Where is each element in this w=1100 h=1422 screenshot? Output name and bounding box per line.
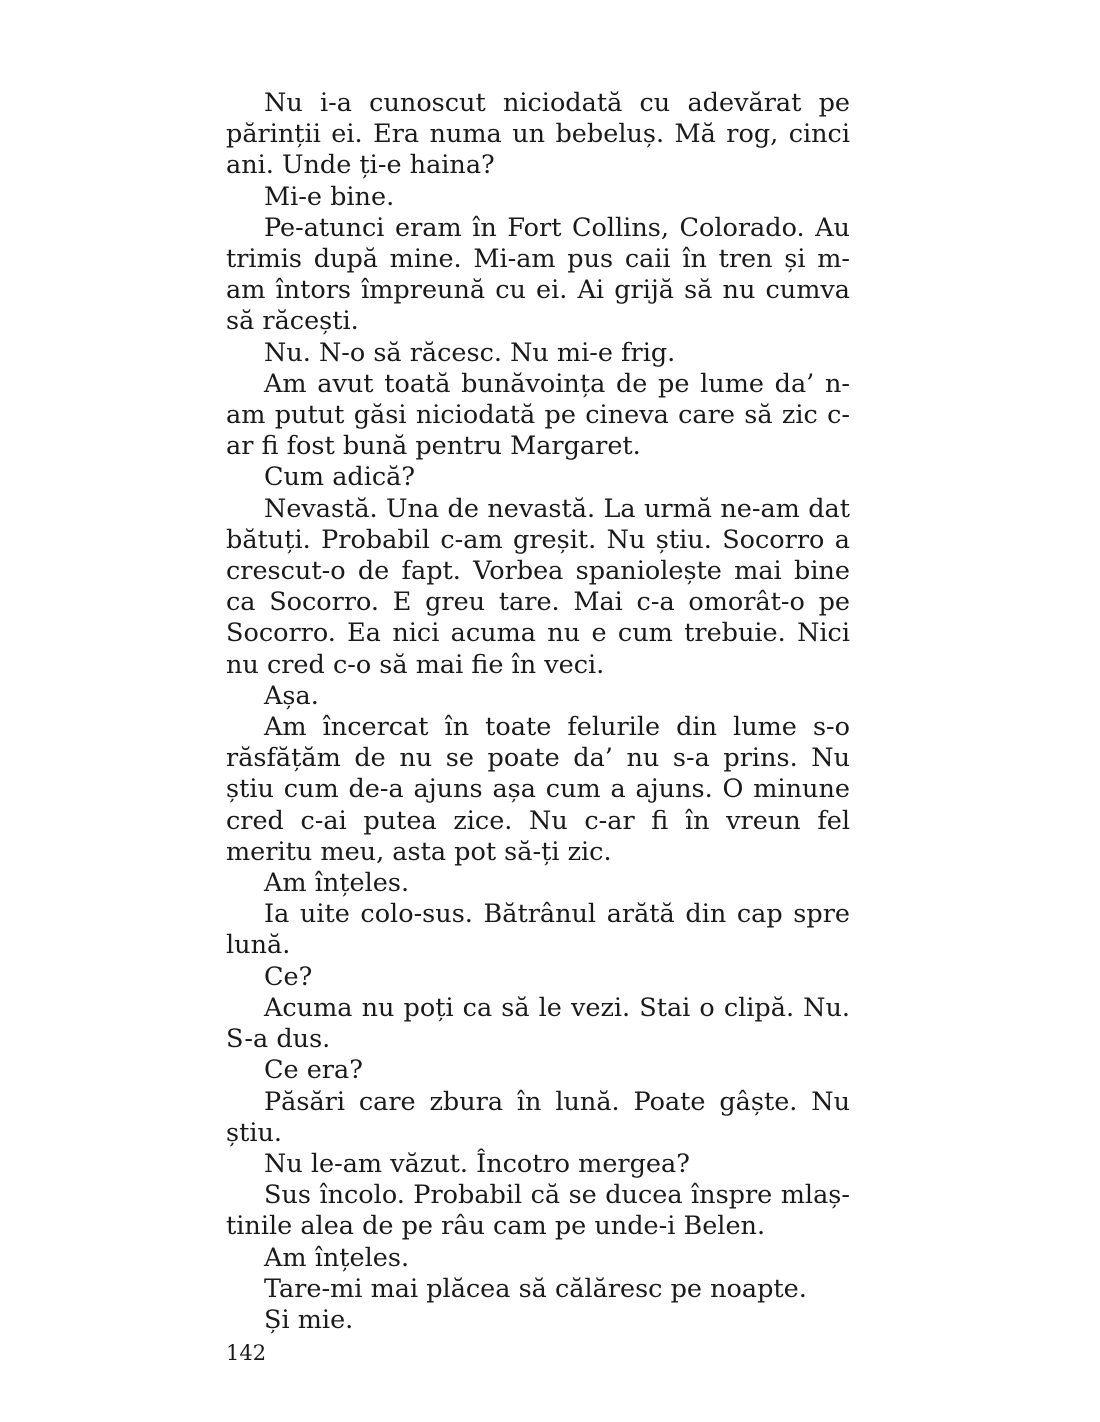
body-text [226,88,850,1336]
paragraph: Nu. N-o să răcesc. Nu mi-e frig. [264,337,676,368]
paragraph: Păsări care zbura în lună. Poate gâște. Nu știu. [226,1086,850,1148]
paragraph: Nevastă. Una de nevastă. La urmă ne-am dat bătuți. Probabil c-am greșit. Nu știu. Socorro a crescut-o de fapt. Vorbea spaniolește mai bine ca Socorro. E greu tare. Mai c-a omorât-o pe Socorro. Ea nici acuma nu e cum trebuie. Nici nu cred c-o să mai fie în veci. [226,493,850,680]
paragraph: Ia uite colo-sus. Bătrânul arătă din cap spre lună. [226,899,850,961]
paragraph: Am înțeles. [264,1242,410,1273]
paragraph: Mi-e bine. [264,181,395,212]
paragraph: Și mie. [264,1304,354,1335]
paragraph: Am avut toată bunăvoința de pe lume da’ n-am putut găsi niciodată pe cineva care să zic c-ar fi fost bună pentru Margaret. [226,368,850,462]
paragraph: Am încercat în toate felurile din lume s-o răsfățăm de nu se poate da’ nu s-a prins. Nu știu cum de-a ajuns așa cum a ajuns. O minune cred c-ai putea zice. Nu c-ar fi în vreun fel meritu meu, asta pot să-ți zic. [226,712,850,867]
paragraph: Ce? [264,961,313,992]
paragraph: Nu i-a cunoscut niciodată cu adevărat pe părinții ei. Era numa un bebeluș. Mă rog, cinci ani. Unde ți-e haina? [226,88,850,181]
paragraph: Nu le-am văzut. Încotro mergea? [264,1148,690,1179]
paragraph: Așa. [264,680,319,711]
paragraph: Sus încolo. Probabil că se ducea înspre mlaștinile alea de pe râu cam pe unde-i Belen. [226,1180,850,1242]
paragraph: Ce era? [264,1055,363,1086]
paragraph: Am înțeles. [264,868,410,899]
paragraph: Tare-mi mai plăcea să călăresc pe noapte. [264,1273,807,1304]
page-number: 142 [226,1341,267,1365]
paragraph: Pe-atunci eram în Fort Collins, Colorado. Au trimis după mine. Mi-am pus caii în tren și m-am întors împreună cu ei. Ai grijă să nu cumva să răcești. [226,212,850,337]
paragraph: Acuma nu poți ca să le vezi. Stai o clipă. Nu. S-a dus. [226,992,850,1055]
paragraph: Cum adică? [264,462,416,493]
